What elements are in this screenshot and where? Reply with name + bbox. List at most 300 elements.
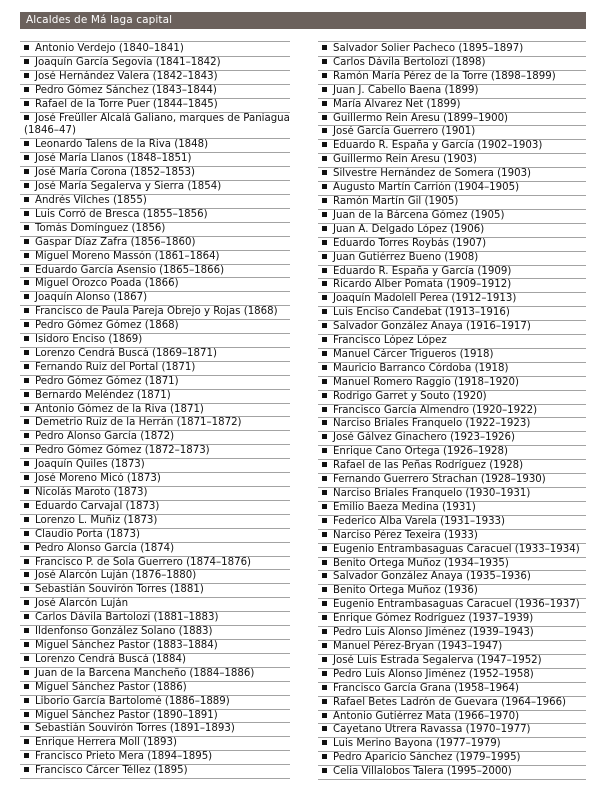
mayor-name: Pedro Luis Alonso Jiménez (1952–1958) (333, 668, 534, 680)
square-bullet-icon (322, 532, 327, 537)
mayor-name: Luis Enciso Candebat (1913–1916) (333, 307, 510, 319)
square-bullet-icon (24, 753, 29, 758)
square-bullet-icon (322, 337, 327, 342)
square-bullet-icon (24, 531, 29, 536)
mayor-list-item (318, 738, 586, 752)
left-column-list (20, 43, 290, 779)
mayor-list-item (20, 515, 290, 529)
mayor-list-item (20, 445, 290, 459)
mayor-name: Francisco Cárcer Téllez (1895) (35, 765, 188, 777)
mayor-name: José María Corona (1852–1853) (35, 167, 195, 179)
square-bullet-icon (322, 254, 327, 259)
mayor-name: Cayetano Utrera Ravassa (1970–1977) (333, 724, 531, 736)
mayor-name: Pedro Gómez Gómez (1872–1873) (35, 445, 210, 457)
square-bullet-icon (322, 685, 327, 690)
mayor-name: José Gálvez Ginachero (1923–1926) (333, 432, 515, 444)
mayor-list-item (20, 404, 290, 418)
mayor-list-item (318, 544, 586, 558)
mayor-list-item (20, 501, 290, 515)
mayor-name: Rafael Betes Ladrón de Guevara (1964–1966) (333, 696, 567, 708)
mayor-name: María Álvarez Net (1899) (333, 98, 461, 110)
mayor-name: Pedro Aparicio Sánchez (1979–1995) (333, 752, 521, 764)
square-bullet-icon (322, 115, 327, 120)
mayor-name: Enrique Gómez Rodríguez (1937–1939) (333, 613, 534, 625)
mayor-list-item (20, 710, 290, 724)
mayor-list-item (318, 210, 586, 224)
mayor-list-item (318, 613, 586, 627)
square-bullet-icon (24, 725, 29, 730)
square-bullet-icon (322, 420, 327, 425)
mayor-list-item (318, 516, 586, 530)
square-bullet-icon (322, 198, 327, 203)
square-bullet-icon (24, 280, 29, 285)
mayor-list-item (318, 279, 586, 293)
mayor-list-item (20, 306, 290, 320)
square-bullet-icon (24, 45, 29, 50)
mayor-list-item (20, 459, 290, 473)
mayor-list-item (318, 126, 586, 140)
mayor-list-item (318, 293, 586, 307)
mayor-name: Miguel Sánchez Pastor (1883–1884) (35, 639, 218, 651)
mayor-list-item (318, 377, 586, 391)
mayor-name: José Moreno Micó (1873) (35, 473, 161, 485)
mayor-name: Bernardo Meléndez (1871) (35, 389, 171, 401)
mayor-name: Miguel Orozco Poada (1866) (35, 278, 179, 290)
square-bullet-icon (322, 365, 327, 370)
mayor-list-item (318, 460, 586, 474)
mayor-name: Mauricio Barranco Córdoba (1918) (333, 362, 509, 374)
square-bullet-icon (322, 504, 327, 509)
square-bullet-icon (24, 419, 29, 424)
mayor-name: Juan A. Delgado López (1906) (333, 223, 485, 235)
square-bullet-icon (322, 490, 327, 495)
square-bullet-icon (24, 169, 29, 174)
square-bullet-icon (24, 155, 29, 160)
mayor-name: Francisco Prieto Mera (1894–1895) (35, 751, 213, 763)
mayor-list-item (20, 487, 290, 501)
mayor-list-item (20, 417, 290, 431)
square-bullet-icon (24, 336, 29, 341)
square-bullet-icon (322, 726, 327, 731)
mayor-name: Juan J. Cabello Baena (1899) (333, 84, 479, 96)
square-bullet-icon (322, 184, 327, 189)
square-bullet-icon (322, 226, 327, 231)
square-bullet-icon (322, 573, 327, 578)
mayor-list-item (318, 669, 586, 683)
square-bullet-icon (322, 407, 327, 412)
mayor-name: Rafael de las Peñas Rodríguez (1928) (333, 460, 524, 472)
square-bullet-icon (24, 475, 29, 480)
mayor-name: Tomás Domínguez (1856) (35, 222, 166, 234)
mayor-list-item (318, 335, 586, 349)
mayor-list-item (318, 196, 586, 210)
mayor-name: Guillermo Rein Aresu (1899–1900) (333, 112, 509, 124)
mayor-name: Luis Merino Bayona (1977–1979) (333, 738, 501, 750)
mayor-name: José María Llanos (1848–1851) (35, 153, 192, 165)
mayor-list-item (20, 376, 290, 390)
mayor-name: Narciso Briales Franquelo (1930–1931) (333, 488, 531, 499)
mayor-list-item (20, 570, 290, 584)
square-bullet-icon (322, 699, 327, 704)
mayor-list-item (20, 181, 290, 195)
square-bullet-icon (322, 476, 327, 481)
section-header (20, 12, 586, 29)
mayor-list-item (318, 71, 586, 85)
mayor-name: Narciso Pérez Texeira (1933) (333, 529, 478, 541)
mayor-name: Fernando Ruiz del Portal (1871) (35, 361, 196, 373)
square-bullet-icon (24, 308, 29, 313)
square-bullet-icon (322, 156, 327, 161)
mayor-name: Luis Corró de Bresca (1855–1856) (35, 208, 208, 220)
square-bullet-icon (24, 392, 29, 397)
mayor-name: Eduardo R. España y García (1909) (333, 265, 512, 277)
mayor-name: Emilio Baeza Medina (1931) (333, 501, 476, 513)
mayor-list-item (318, 140, 586, 154)
square-bullet-icon (322, 142, 327, 147)
square-bullet-icon (322, 587, 327, 592)
mayor-name: Salvador González Anaya (1935–1936) (333, 571, 531, 583)
mayor-list-item (318, 558, 586, 572)
mayor-list-item (20, 640, 290, 654)
square-bullet-icon (24, 503, 29, 508)
mayor-list-item (318, 57, 586, 71)
mayor-list-item (20, 543, 290, 557)
mayor-name: Ramón Martín Gil (1905) (333, 195, 459, 207)
square-bullet-icon (24, 406, 29, 411)
mayor-name: Pedro Gómez Sánchez (1843–1844) (35, 84, 217, 96)
square-bullet-icon (24, 545, 29, 550)
mayor-name: José Luis Estrada Segalerva (1947–1952) (333, 654, 542, 666)
mayor-list-item (318, 530, 586, 544)
mayor-list-item (318, 266, 586, 280)
mayor-list-item (20, 167, 290, 181)
mayor-name: Francisco López López (333, 335, 447, 347)
mayor-list-item (20, 612, 290, 626)
mayor-list-item (20, 139, 290, 153)
square-bullet-icon (24, 115, 29, 120)
mayor-list-item (318, 641, 586, 655)
square-bullet-icon (24, 73, 29, 78)
square-bullet-icon (322, 379, 327, 384)
mayor-list-item (20, 292, 290, 306)
square-bullet-icon (322, 643, 327, 648)
mayor-list-item (318, 599, 586, 613)
mayor-name: Carlos Dávila Bartolozi (1881–1883) (35, 612, 219, 624)
square-bullet-icon (24, 183, 29, 188)
square-bullet-icon (322, 281, 327, 286)
square-bullet-icon (24, 447, 29, 452)
mayor-list-item (318, 446, 586, 460)
mayor-name: Manuel Cárcer Trigueros (1918) (333, 348, 494, 360)
mayor-list-item (20, 57, 290, 71)
mayor-name: Benito Ortega Muñoz (1934–1935) (333, 557, 509, 569)
mayor-list-item (318, 321, 586, 335)
square-bullet-icon (322, 309, 327, 314)
square-bullet-icon (322, 601, 327, 606)
square-bullet-icon (24, 364, 29, 369)
mayor-name: Pedro Gómez Gómez (1871) (35, 375, 179, 387)
mayor-list-item (20, 195, 290, 209)
mayor-list-item (20, 737, 290, 751)
mayor-name: Federico Alba Varela (1931–1933) (333, 515, 506, 527)
mayor-list-item (318, 766, 586, 780)
mayor-name: Nicolás Maroto (1873) (35, 487, 148, 498)
mayor-name: José Alarcón Luján (35, 598, 129, 610)
mayor-list-item (20, 598, 290, 612)
mayor-list-item (20, 626, 290, 640)
square-bullet-icon (24, 225, 29, 230)
mayor-list-item (318, 224, 586, 238)
mayor-name: Augusto Martín Carrión (1904–1905) (333, 182, 520, 194)
mayor-name: Eduardo Torres Roybás (1907) (333, 237, 487, 249)
mayor-list-item (318, 363, 586, 377)
square-bullet-icon (322, 73, 327, 78)
square-bullet-icon (322, 629, 327, 634)
mayor-list-item (20, 431, 290, 445)
mayor-list-item (20, 348, 290, 362)
mayor-name: Rodrigo Garret y Souto (1920) (333, 390, 487, 402)
mayor-list-item (20, 334, 290, 348)
mayor-name: Pedro Alonso García (1872) (35, 431, 175, 443)
mayor-name: Sebastián Souvirón Torres (1881) (35, 584, 204, 596)
mayor-list-item (318, 752, 586, 766)
square-bullet-icon (322, 657, 327, 662)
square-bullet-icon (322, 87, 327, 92)
mayor-list-item (20, 153, 290, 167)
mayor-list-item (20, 85, 290, 99)
square-bullet-icon (24, 59, 29, 64)
mayor-name: Joaquín Alonso (1867) (35, 292, 148, 304)
mayor-name: Leonardo Talens de la Riva (1848) (35, 139, 209, 151)
square-bullet-icon (322, 393, 327, 398)
mayor-name: Eduardo R. España y García (1902–1903) (333, 140, 543, 152)
mayor-list-item (20, 237, 290, 251)
mayor-name: Rafael de la Torre Puer (1844–1845) (35, 98, 218, 110)
square-bullet-icon (24, 461, 29, 466)
mayor-list-item (318, 585, 586, 599)
mayor-name: Eugenio Entrambasaguas Caracuel (1933–1934) (333, 543, 580, 555)
mayor-list-item (318, 724, 586, 738)
mayor-list-item (20, 682, 290, 696)
square-bullet-icon (322, 546, 327, 551)
mayor-list-item (318, 85, 586, 99)
square-bullet-icon (24, 586, 29, 591)
mayor-list-item (318, 113, 586, 127)
mayor-list-item (318, 697, 586, 711)
square-bullet-icon (24, 600, 29, 605)
square-bullet-icon (24, 322, 29, 327)
mayor-name: Pedro Alonso García (1874) (35, 542, 175, 554)
mayor-name: Manuel Romero Raggio (1918–1920) (333, 376, 519, 388)
mayor-name: Ricardo Alber Pomata (1909–1912) (333, 279, 512, 291)
mayor-name: Francisco García Almendro (1920–1922) (333, 404, 538, 416)
mayor-list-item (20, 43, 290, 57)
mayor-name: Eduardo Carvajal (1873) (35, 500, 160, 512)
mayor-name: Enrique Cano Ortega (1926–1928) (333, 446, 508, 458)
square-bullet-icon (322, 128, 327, 133)
mayor-name: Fernando Guerrero Strachan (1928–1930) (333, 474, 546, 486)
square-bullet-icon (24, 684, 29, 689)
mayor-list-item (318, 154, 586, 168)
mayor-list-item (318, 655, 586, 669)
mayor-name: Salvador González Anaya (1916–1917) (333, 321, 531, 333)
mayor-list-item (20, 278, 290, 292)
mayor-list-item (20, 71, 290, 85)
right-column-list (318, 43, 586, 780)
mayor-name: Enrique Herrera Moll (1893) (35, 737, 177, 749)
square-bullet-icon (24, 642, 29, 647)
square-bullet-icon (24, 572, 29, 577)
mayor-list-item (318, 502, 586, 516)
square-bullet-icon (322, 462, 327, 467)
square-bullet-icon (322, 448, 327, 453)
square-bullet-icon (24, 433, 29, 438)
mayor-list-item (20, 584, 290, 598)
mayor-list-item (20, 113, 290, 140)
mayor-name: Lorenzo L. Muñiz (1873) (35, 514, 158, 526)
mayor-name: Manuel Pérez-Bryan (1943–1947) (333, 640, 503, 652)
mayor-name: Andrés Vilches (1855) (35, 194, 147, 206)
mayor-name: Isidoro Enciso (1869) (35, 334, 143, 346)
mayor-name: Celia Villalobos Talera (1995–2000) (333, 766, 512, 778)
square-bullet-icon (24, 517, 29, 522)
mayor-name: Sebastián Souvirón Torres (1891–1893) (35, 723, 235, 735)
mayor-list-item (20, 668, 290, 682)
mayor-list-item (318, 711, 586, 725)
square-bullet-icon (322, 671, 327, 676)
mayor-list-item (318, 99, 586, 113)
mayor-list-item (318, 432, 586, 446)
square-bullet-icon (24, 378, 29, 383)
square-bullet-icon (322, 713, 327, 718)
square-bullet-icon (322, 212, 327, 217)
mayor-name: Pedro Gómez Gómez (1868) (35, 320, 179, 332)
mayor-list-item (20, 723, 290, 737)
square-bullet-icon (24, 101, 29, 106)
mayor-list-item (20, 390, 290, 404)
square-bullet-icon (24, 350, 29, 355)
mayor-list-item (318, 43, 586, 57)
mayor-list-item (20, 209, 290, 223)
square-bullet-icon (322, 45, 327, 50)
square-bullet-icon (24, 739, 29, 744)
mayor-list-item (318, 391, 586, 405)
mayor-name: Pedro Luis Alonso Jiménez (1939–1943) (333, 627, 534, 639)
square-bullet-icon (322, 59, 327, 64)
mayor-name: Miguel Sánchez Pastor (1890–1891) (35, 709, 218, 721)
square-bullet-icon (24, 712, 29, 717)
mayor-name: Gaspar Díaz Zafra (1856–1860) (35, 236, 196, 248)
mayor-name: Demetrio Ruiz de la Herrán (1871–1872) (35, 417, 242, 429)
square-bullet-icon (322, 754, 327, 759)
mayor-name: Liborio García Bartolomé (1886–1889) (35, 695, 230, 707)
square-bullet-icon (322, 295, 327, 300)
mayor-list-item (20, 362, 290, 376)
mayor-name: Miguel Sánchez Pastor (1886) (35, 681, 187, 693)
mayor-name: Antonio Verdejo (1840–1841) (35, 43, 184, 54)
mayor-name: Francisco García Grana (1958–1964) (333, 682, 519, 694)
mayor-name: José García Guerrero (1901) (333, 126, 476, 138)
square-bullet-icon (24, 559, 29, 564)
section-title: Alcaldes de Má laga capital (26, 14, 173, 26)
square-bullet-icon (322, 323, 327, 328)
mayor-list-item (318, 252, 586, 266)
square-bullet-icon (322, 170, 327, 175)
mayor-name: Antonio Gutiérrez Mata (1966–1970) (333, 710, 520, 722)
mayor-name: Silvestre Hernández de Somera (1903) (333, 168, 532, 180)
mayor-name: Francisco P. de Sola Guerrero (1874–1876) (35, 556, 252, 568)
square-bullet-icon (322, 434, 327, 439)
mayor-list-item (318, 627, 586, 641)
mayor-list-item (318, 349, 586, 363)
square-bullet-icon (24, 141, 29, 146)
square-bullet-icon (24, 197, 29, 202)
mayor-list-item (318, 405, 586, 419)
mayor-name: Joaquín García Segovia (1841–1842) (35, 56, 221, 68)
mayor-name: Antonio Gómez de la Riva (1871) (35, 403, 204, 415)
square-bullet-icon (322, 268, 327, 273)
square-bullet-icon (24, 211, 29, 216)
mayor-name: Juan de la Barcena Mancheño (1884–1886) (35, 667, 255, 679)
square-bullet-icon (24, 767, 29, 772)
mayor-list-item (20, 223, 290, 237)
square-bullet-icon (24, 87, 29, 92)
mayor-list-item (318, 683, 586, 697)
square-bullet-icon (322, 518, 327, 523)
mayor-name: Salvador Solier Pacheco (1895–1897) (333, 43, 524, 54)
square-bullet-icon (322, 560, 327, 565)
square-bullet-icon (24, 294, 29, 299)
square-bullet-icon (24, 489, 29, 494)
mayor-name: Juan Gutiérrez Bueno (1908) (333, 251, 479, 263)
mayor-name: Narciso Briales Franquelo (1922–1923) (333, 418, 531, 430)
mayor-list-item (318, 182, 586, 196)
mayor-name: Eugenio Entrambasaguas Caracuel (1936–1937) (333, 599, 580, 611)
mayor-name: Francisco de Paula Pareja Obrejo y Rojas (1868) (35, 306, 278, 318)
mayor-list-item (20, 265, 290, 279)
mayor-list-item (318, 307, 586, 321)
mayor-list-item (20, 529, 290, 543)
mayor-list-item (20, 751, 290, 765)
mayor-name: Joaquín Madolell Perea (1912–1913) (333, 293, 517, 305)
mayor-list-item (318, 488, 586, 502)
mayor-list-item (20, 557, 290, 571)
mayor-list-item (318, 238, 586, 252)
mayor-name: José Alarcón Luján (1876–1880) (35, 570, 197, 582)
mayor-name: Miguel Moreno Massón (1861–1864) (35, 250, 220, 262)
square-bullet-icon (322, 768, 327, 773)
square-bullet-icon (322, 615, 327, 620)
square-bullet-icon (24, 614, 29, 619)
mayor-list-item (20, 251, 290, 265)
mayor-name: Ramón María Pérez de la Torre (1898–1899) (333, 70, 556, 82)
mayor-list-item (318, 474, 586, 488)
mayor-list-item (20, 654, 290, 668)
mayor-list-item (318, 168, 586, 182)
mayor-name: José Freüller Alcalá Galiano, marques de Paniagua (1846–47) (24, 112, 290, 137)
mayor-name: Benito Ortega Muñoz (1936) (333, 585, 478, 597)
mayor-name: Joaquín Quiles (1873) (35, 459, 145, 471)
mayor-name: Eduardo García Asensio (1865–1866) (35, 264, 225, 276)
mayor-name: Lorenzo Cendrá Buscá (1884) (35, 653, 186, 665)
square-bullet-icon (24, 698, 29, 703)
mayor-list-item (20, 320, 290, 334)
mayor-name: Juan de la Bárcena Gómez (1905) (333, 209, 505, 221)
mayor-list-item (20, 99, 290, 113)
square-bullet-icon (322, 740, 327, 745)
square-bullet-icon (24, 670, 29, 675)
mayor-list-item (20, 765, 290, 779)
